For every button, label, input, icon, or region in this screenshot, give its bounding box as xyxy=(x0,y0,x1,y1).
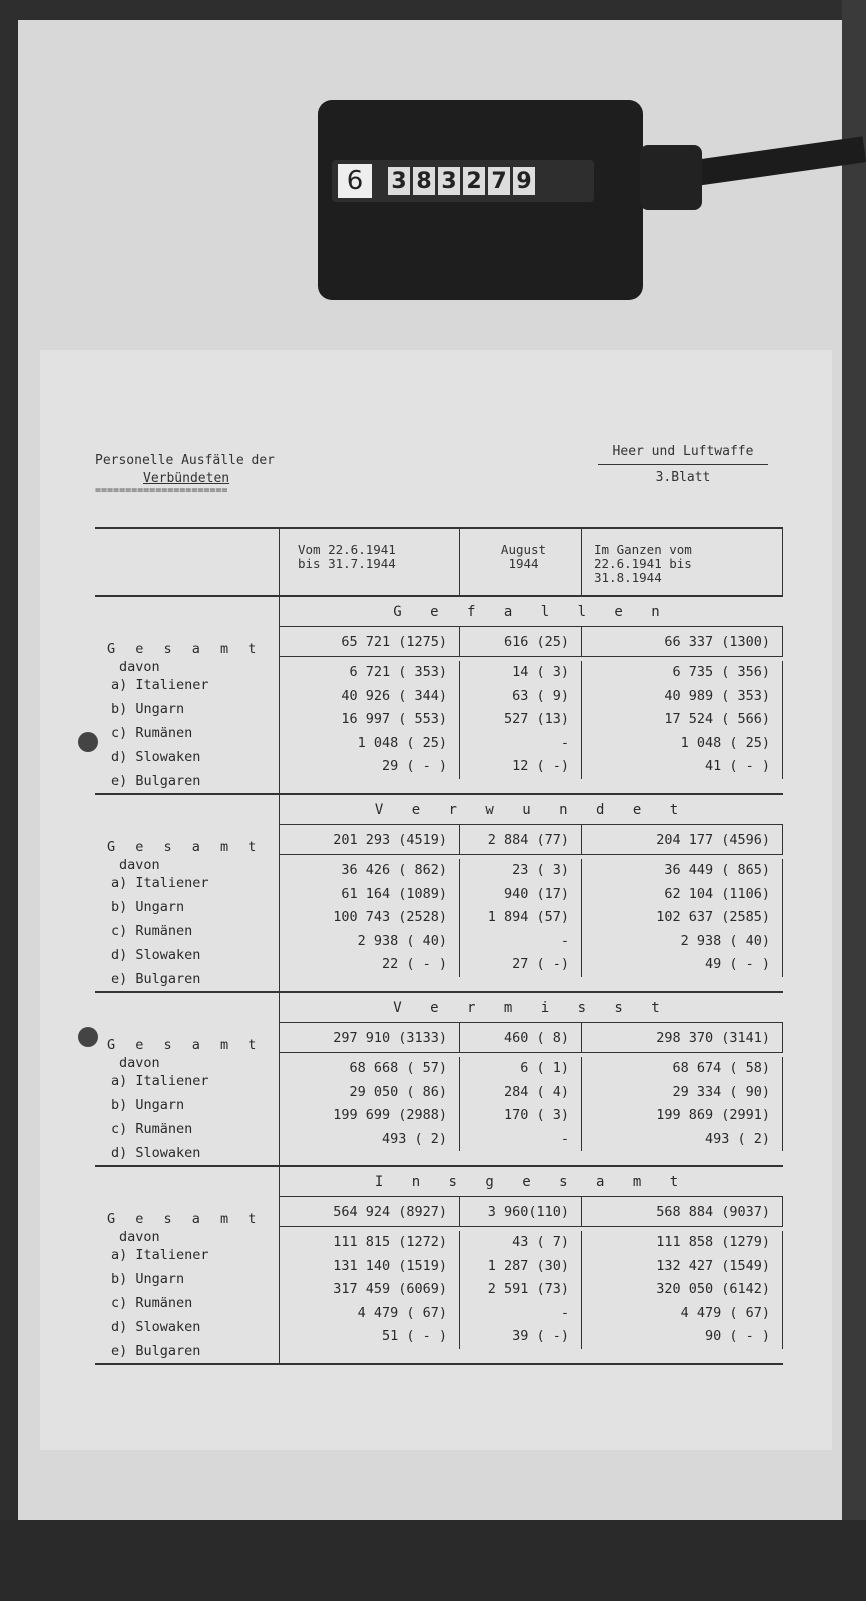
table-cell: 199 869 (2991) xyxy=(656,1107,770,1123)
table-cell: 320 050 (6142) xyxy=(656,1281,770,1297)
branch-label: Heer und Luftwaffe xyxy=(612,444,754,459)
table-cell: 2 591 (73) xyxy=(487,1281,569,1297)
total-row xyxy=(280,1023,783,1053)
table-cell: 43 ( 7) xyxy=(512,1234,569,1250)
label-gesamt: G e s a m t xyxy=(107,839,263,855)
header-period-2 xyxy=(460,529,582,595)
table-cell: 199 699 (2988) xyxy=(333,1107,447,1123)
period-1-column xyxy=(280,1231,460,1349)
table-cell: 6 735 ( 356) xyxy=(672,664,770,680)
document-heading-right xyxy=(598,443,768,487)
table-cell: 100 743 (2528) xyxy=(333,909,447,925)
title-rule: ====================== xyxy=(95,485,228,496)
header-text: Vom 22.6.1941 xyxy=(298,542,396,557)
label-slowaken: d) Slowaken xyxy=(111,1145,201,1161)
total-cell: 2 884 (77) xyxy=(460,825,582,854)
counter-digits xyxy=(388,167,535,195)
period-2-column xyxy=(460,1057,582,1151)
detail-rows xyxy=(280,1053,783,1155)
section-gefallen xyxy=(95,597,783,795)
table-cell: 62 104 (1106) xyxy=(664,885,770,902)
table-cell: 27 ( -) xyxy=(512,956,569,972)
table-cell: 1 287 (30) xyxy=(487,1257,569,1274)
table-cell: 29 ( - ) xyxy=(381,758,447,774)
total-cell: 616 (25) xyxy=(460,627,582,656)
total-period-column xyxy=(582,1057,783,1151)
table-cell: - xyxy=(560,1304,569,1321)
total-period-column xyxy=(582,661,783,779)
header-text: 31.8.1944 xyxy=(594,570,662,585)
table-cell: 68 674 ( 58) xyxy=(672,1060,770,1076)
section-body xyxy=(280,993,783,1165)
table-cell: - xyxy=(560,734,569,751)
table-cell: 90 ( - ) xyxy=(704,1328,770,1344)
period-1-column xyxy=(280,661,460,779)
counter-digit: 8 xyxy=(413,167,435,195)
section-title: G e f a l l e n xyxy=(280,597,783,627)
detail-rows xyxy=(280,855,783,981)
label-slowaken: d) Slowaken xyxy=(111,749,201,765)
label-rumaenen: c) Rumänen xyxy=(111,1121,193,1137)
label-davon: davon xyxy=(119,1229,160,1245)
label-italiener: a) Italiener xyxy=(111,677,209,693)
total-row xyxy=(280,1197,783,1227)
sheet-number: 3.Blatt xyxy=(655,470,711,485)
period-1-column xyxy=(280,1057,460,1151)
total-cell: 298 370 (3141) xyxy=(582,1023,783,1052)
label-ungarn: b) Ungarn xyxy=(111,1271,185,1287)
header-text: 22.6.1941 bis xyxy=(594,556,692,571)
table-cell: 2 938 ( 40) xyxy=(357,932,447,949)
label-rumaenen: c) Rumänen xyxy=(111,923,193,939)
table-cell: 284 ( 4) xyxy=(503,1083,569,1100)
total-cell: 201 293 (4519) xyxy=(280,825,460,854)
table-cell: 1 048 ( 25) xyxy=(680,734,770,751)
table-cell: 29 334 ( 90) xyxy=(672,1083,770,1100)
total-cell: 460 ( 8) xyxy=(460,1023,582,1052)
table-cell: 36 449 ( 865) xyxy=(664,862,770,878)
total-cell: 204 177 (4596) xyxy=(582,825,783,854)
section-body xyxy=(280,597,783,793)
table-cell: 68 668 ( 57) xyxy=(349,1060,447,1076)
total-row xyxy=(280,627,783,657)
table-cell: 29 050 ( 86) xyxy=(349,1083,447,1100)
header-text: August xyxy=(500,542,547,557)
table-cell: - xyxy=(560,1130,569,1147)
total-cell: 65 721 (1275) xyxy=(280,627,460,656)
table-cell: 111 858 (1279) xyxy=(656,1234,770,1250)
header-text: Im Ganzen vom xyxy=(594,542,692,557)
label-gesamt: G e s a m t xyxy=(107,1037,263,1053)
table-header xyxy=(95,529,783,597)
header-period-total xyxy=(582,529,783,595)
table-cell: 493 ( 2) xyxy=(704,1130,770,1147)
label-rumaenen: c) Rumänen xyxy=(111,725,193,741)
table-cell: 1 894 (57) xyxy=(487,909,569,925)
period-1-column xyxy=(280,859,460,977)
document-title xyxy=(95,452,275,494)
total-cell: 3 960(110) xyxy=(460,1197,582,1226)
label-italiener: a) Italiener xyxy=(111,1073,209,1089)
period-2-column xyxy=(460,1231,582,1349)
label-gesamt: G e s a m t xyxy=(107,1211,263,1227)
table-cell: 940 (17) xyxy=(503,885,569,902)
counter-digit: 3 xyxy=(388,167,410,195)
total-cell: 564 924 (8927) xyxy=(280,1197,460,1226)
table-cell: 111 815 (1272) xyxy=(333,1234,447,1250)
row-labels xyxy=(95,993,280,1165)
label-gesamt: G e s a m t xyxy=(107,641,263,657)
label-bulgaren: e) Bulgaren xyxy=(111,1343,201,1359)
total-cell: 297 910 (3133) xyxy=(280,1023,460,1052)
section-title: V e r w u n d e t xyxy=(280,795,783,825)
table-cell: 22 ( - ) xyxy=(381,956,447,972)
label-italiener: a) Italiener xyxy=(111,875,209,891)
header-blank xyxy=(95,529,280,595)
label-davon: davon xyxy=(119,659,160,675)
table-cell: 527 (13) xyxy=(503,711,569,727)
table-cell: 51 ( - ) xyxy=(381,1328,447,1344)
total-period-column xyxy=(582,859,783,977)
bottom-band xyxy=(0,1520,866,1601)
section-insgesamt xyxy=(95,1167,783,1365)
losses-table xyxy=(95,527,783,1365)
table-cell: 4 479 ( 67) xyxy=(680,1304,770,1321)
section-body xyxy=(280,795,783,991)
table-cell: 40 926 ( 344) xyxy=(341,687,447,704)
counter-cap xyxy=(640,145,702,210)
section-body xyxy=(280,1167,783,1363)
table-cell: 23 ( 3) xyxy=(512,862,569,878)
label-slowaken: d) Slowaken xyxy=(111,947,201,963)
counter-id: 6 xyxy=(338,164,372,198)
table-cell: 132 427 (1549) xyxy=(656,1257,770,1274)
total-cell: 568 884 (9037) xyxy=(582,1197,783,1226)
counter-display xyxy=(332,160,594,202)
section-title: I n s g e s a m t xyxy=(280,1167,783,1197)
table-cell: 6 721 ( 353) xyxy=(349,664,447,680)
table-cell: 49 ( - ) xyxy=(704,956,770,972)
section-title: V e r m i s s t xyxy=(280,993,783,1023)
table-cell: 17 524 ( 566) xyxy=(664,711,770,727)
total-cell: 66 337 (1300) xyxy=(582,627,783,656)
row-labels xyxy=(95,1167,280,1363)
table-cell: 16 997 ( 553) xyxy=(341,711,447,727)
label-italiener: a) Italiener xyxy=(111,1247,209,1263)
header-text: bis 31.7.1944 xyxy=(298,556,396,571)
table-cell: 170 ( 3) xyxy=(503,1107,569,1123)
title-line-1: Personelle Ausfälle der xyxy=(95,453,276,468)
total-row xyxy=(280,825,783,855)
label-davon: davon xyxy=(119,1055,160,1071)
header-period-1 xyxy=(280,529,460,595)
heading-rule xyxy=(598,464,768,465)
table-cell: 317 459 (6069) xyxy=(333,1281,447,1297)
board-edge xyxy=(842,0,866,1601)
counter-digit: 9 xyxy=(513,167,535,195)
label-bulgaren: e) Bulgaren xyxy=(111,971,201,987)
table-cell: 61 164 (1089) xyxy=(341,885,447,902)
title-line-2: Verbündeten xyxy=(143,471,230,486)
label-ungarn: b) Ungarn xyxy=(111,899,185,915)
section-verwundet xyxy=(95,795,783,993)
label-slowaken: d) Slowaken xyxy=(111,1319,201,1335)
label-ungarn: b) Ungarn xyxy=(111,701,185,717)
table-cell: 102 637 (2585) xyxy=(656,909,770,925)
row-labels xyxy=(95,597,280,793)
table-cell: 2 938 ( 40) xyxy=(680,932,770,949)
table-cell: 493 ( 2) xyxy=(381,1130,447,1147)
table-cell: 12 ( -) xyxy=(512,758,569,774)
table-cell: 63 ( 9) xyxy=(512,687,569,704)
table-cell: 36 426 ( 862) xyxy=(341,862,447,878)
table-cell: 39 ( -) xyxy=(512,1328,569,1344)
table-cell: 131 140 (1519) xyxy=(333,1257,447,1274)
table-cell: 14 ( 3) xyxy=(512,664,569,680)
counter-digit: 7 xyxy=(488,167,510,195)
label-rumaenen: c) Rumänen xyxy=(111,1295,193,1311)
period-2-column xyxy=(460,661,582,779)
section-vermisst xyxy=(95,993,783,1167)
total-period-column xyxy=(582,1231,783,1349)
table-cell: - xyxy=(560,932,569,949)
detail-rows xyxy=(280,657,783,783)
counter-digit: 3 xyxy=(438,167,460,195)
table-cell: 4 479 ( 67) xyxy=(357,1304,447,1321)
label-bulgaren: e) Bulgaren xyxy=(111,773,201,789)
label-davon: davon xyxy=(119,857,160,873)
detail-rows xyxy=(280,1227,783,1353)
table-cell: 6 ( 1) xyxy=(520,1060,569,1076)
table-cell: 40 989 ( 353) xyxy=(664,687,770,704)
table-cell: 1 048 ( 25) xyxy=(357,734,447,751)
period-2-column xyxy=(460,859,582,977)
row-labels xyxy=(95,795,280,991)
table-cell: 41 ( - ) xyxy=(704,758,770,774)
header-text: 1944 xyxy=(508,556,539,571)
counter-digit: 2 xyxy=(463,167,485,195)
label-ungarn: b) Ungarn xyxy=(111,1097,185,1113)
